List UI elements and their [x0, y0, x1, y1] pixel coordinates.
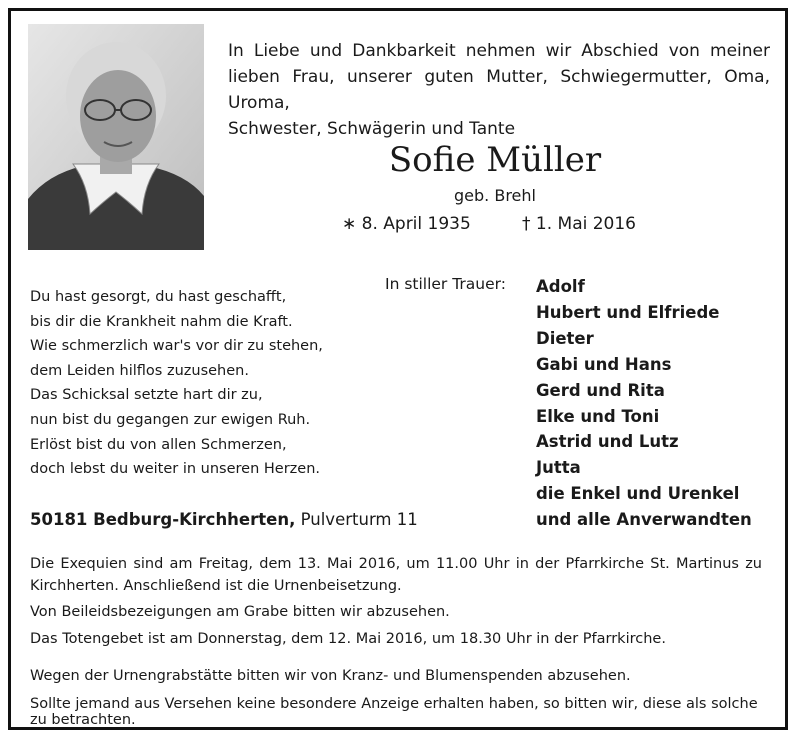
mourners-list — [536, 274, 752, 533]
mourner-name: und alle Anverwandten — [536, 510, 752, 530]
notice-note: Sollte jemand aus Versehen keine besondere Anzeige erhalten haben, so bitten wir, diese als solche zu betrachten. — [30, 696, 758, 728]
poem-line: dem Leiden hilflos zuzusehen. — [30, 362, 249, 379]
intro-line: In Liebe und Dankbarkeit nehmen wir Abschied von meiner — [228, 41, 770, 61]
poem-line: nun bist du gegangen zur ewigen Ruh. — [30, 411, 311, 428]
poem-line: Das Schicksal setzte hart dir zu, — [30, 387, 263, 404]
portrait-image — [28, 24, 204, 250]
address-street: Pulverturm 11 — [300, 510, 418, 529]
mourner-name: Hubert und Elfriede — [536, 302, 720, 322]
flowers-note: Wegen der Urnengrabstätte bitten wir von Kranz- und Blumenspenden abzusehen. — [30, 668, 631, 684]
address-city: 50181 Bedburg-Kirchherten, — [30, 510, 296, 529]
mourner-name: Jutta — [536, 458, 581, 478]
portrait-photo — [28, 24, 204, 250]
family-address — [30, 510, 418, 529]
poem-line: Erlöst bist du von allen Schmerzen, — [30, 436, 287, 453]
mourner-name: Gabi und Hans — [536, 354, 672, 374]
birth-date: ∗ 8. April 1935 — [342, 214, 471, 234]
poem — [30, 285, 323, 482]
intro-line: Schwester, Schwägerin und Tante — [228, 119, 516, 139]
intro-line: lieben Frau, unserer guten Mutter, Schwiegermutter, Oma, Uroma, — [228, 67, 770, 113]
mourning-label: In stiller Trauer: — [385, 275, 506, 293]
maiden-name: geb. Brehl — [454, 186, 536, 205]
poem-line: Wie schmerzlich war's vor dir zu stehen, — [30, 338, 323, 355]
exequies-note: Die Exequien sind am Freitag, dem 13. Mai 2016, um 11.00 Uhr in der Pfarrkirche St. Martinus zu Kirchherten. Anschließend ist die Urnenbeisetzung. — [30, 556, 762, 594]
poem-line: bis dir die Krankheit nahm die Kraft. — [30, 313, 293, 330]
mourner-name: die Enkel und Urenkel — [536, 484, 740, 504]
mourner-name: Dieter — [536, 328, 594, 348]
poem-line: doch lebst du weiter in unseren Herzen. — [30, 461, 320, 478]
deceased-name: Sofie Müller — [388, 140, 602, 180]
intro-text — [228, 38, 770, 142]
mourner-name: Astrid und Lutz — [536, 432, 679, 452]
death-date: † 1. Mai 2016 — [522, 214, 637, 234]
mourner-name: Gerd und Rita — [536, 380, 665, 400]
poem-line: Du hast gesorgt, du hast geschafft, — [30, 289, 287, 305]
prayer-note: Das Totengebet ist am Donnerstag, dem 12. Mai 2016, um 18.30 Uhr in der Pfarrkirche. — [30, 631, 666, 647]
condolences-note: Von Beileidsbezeigungen am Grabe bitten wir abzusehen. — [30, 604, 450, 620]
mourner-name: Adolf — [536, 277, 585, 296]
mourner-name: Elke und Toni — [536, 406, 660, 426]
